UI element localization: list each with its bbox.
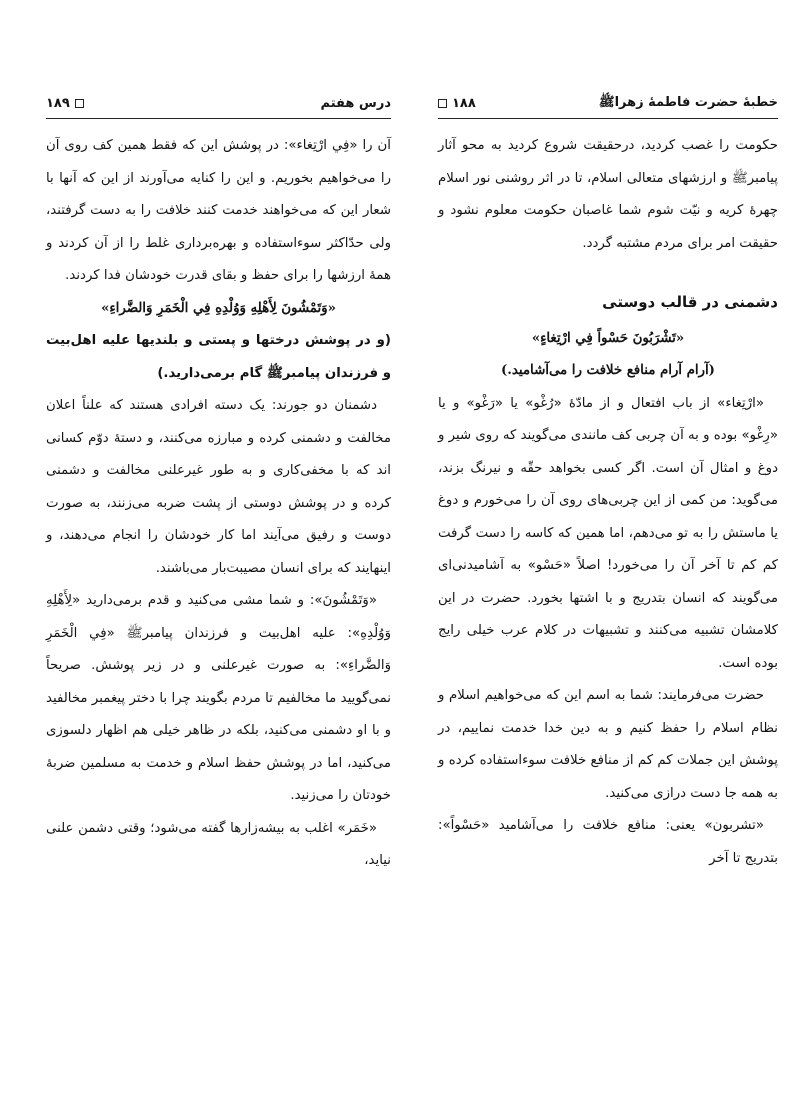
running-title: درس هفتم [320, 95, 391, 111]
section-title: دشمنی در قالب دوستی [602, 293, 778, 311]
page-body [46, 130, 391, 878]
right-page [438, 0, 778, 1100]
verse-translation: (آرام آرام منافع خلافت را می‌آشامید.) [501, 363, 715, 378]
paragraph: «خَمَر» اغلب به بیشه‌زارها گفته می‌شود؛ وقتی دشمن علنی نیاید، [46, 820, 391, 868]
left-page [46, 0, 391, 1100]
paragraph: آن را «فِي ارْتِغاء»: در پوشش این که فقط همین کف روی آن را می‌خواهیم بخوریم. و این را کنایه می‌آورند از این که آنها با شعار این که می‌خواهند خدمت کنند خلافت را به دست گرفتند، ولی حدّاکثر سوءاستفاده و بهره‌برداری غلط را از آن کردند و همۀ ارزشها را برای حفظ و بقای قدرت خودشان فدا کردند. [46, 138, 391, 283]
page-body [438, 130, 778, 875]
running-title: خطبۀ حضرت فاطمۀ زهراﷺ [598, 94, 778, 110]
paragraph: دشمنان دو جورند: یک دسته افرادی هستند که علناً اعلان مخالفت و دشمنی کرده و مبارزه می‌کنند، و دستۀ دوّم کسانی اند که با مخفی‌کاری و به طور غیرعلنی مخالفت و دشمنی کرده و در پوشش دوستی از پشت ضربه می‌زنند، به صورت دوست و رفیق می‌آیند اما کار خودشان را انجام می‌دهند، و اینهایند که برای انسان مصیبت‌بار می‌باشند. [46, 398, 391, 576]
paragraph: «وَتَمْشُونَ»: و شما مشی می‌کنید و قدم برمی‌دارید «لِأَهْلِهِ وَوُلْدِهِ»: علیه اهل‌بیت و فرزندان پیامبرﷺ «فِي الْخَمَرِ وَالضَّراءِ»: به صورت غیرعلنی و در زیر پوشش. صریحاً نمی‌گویید ما مخالفیم تا مردم بگویند چرا با دختر پیغمبر مخالفید و با او دشمنی می‌کنید، بلکه در ظاهر خیلی هم اظهار دلسوزی می‌کنید، اما در پوشش حفظ اسلام و خدمت به مسلمین ضربۀ خودتان را می‌زنید. [46, 593, 391, 803]
page-number: ۱۸۹ [46, 95, 70, 111]
paragraph: «تشربون» یعنی: منافع خلافت را می‌آشامید «حَسْواً»: بتدریج تا آخر [438, 818, 778, 866]
verse-arabic: «وَتَمْشُونَ لِأَهْلِهِ وَوُلْدِهِ فِي الْخَمَرِ وَالضَّراءِ» [101, 300, 336, 316]
square-icon [75, 99, 84, 108]
paragraph: حضرت می‌فرمایند: شما به اسم این که می‌خواهیم اسلام و نظام اسلام را حفظ کنیم و به دین خدا خدمت نماییم، در پوشش این جملات کم کم از منافع خلافت سوءاستفاده کرده و به همه جا دست درازی می‌کنید. [438, 688, 778, 801]
page-number: ۱۸۸ [452, 95, 476, 111]
verse-arabic: «تَشْرَبُونَ حَسْواً فِي ارْتِغاءٍ» [531, 330, 685, 346]
page-number-group [46, 96, 84, 111]
paragraph: حکومت را غصب کردید، درحقیقت شروع کردید به محو آثار پیامبرﷺ و ارزشهای متعالی اسلام، تا در اثر روشنی نور اسلام چهرۀ کریه و نیّت شوم شما غاصبان حکومت معلوم نشود و حقیقت امر برای مردم مشتبه گردد. [438, 138, 778, 251]
paragraph: «ارْتِغاء» از باب افتعال و از مادّۀ «رُغْو» یا «رَغْو» و یا «رِغْو» بوده و به آن چربی کف مانندی می‌گویند که روی شیر و دوغ و امثال آن است. اگر کسی بخواهد حقّه و نیرنگ بزند، می‌گوید: من کمی از این چربی‌های روی آن را می‌خورم و دوغ یا ماستش را به تو می‌دهم، اما همین که کاسه را دست گرفت کم کم تا آخر آن را می‌خورد! اصلاً «حَسْو» به آشامیدنی‌ای می‌گویند که انسان بتدریج و با اشتها بخورد. حضرت در این کلامشان تشبیه می‌کنند و تشبیهات در کلام عرب خیلی رایج بوده است. [438, 395, 778, 671]
verse-translation: (و در پوشش درختها و پستی و بلندیها علیه اهل‌بیت و فرزندان پیامبرﷺ گام برمی‌دارید.) [46, 333, 391, 381]
page-number-group [438, 96, 476, 111]
running-head [46, 92, 391, 119]
square-icon [438, 99, 447, 108]
running-head [438, 92, 778, 119]
